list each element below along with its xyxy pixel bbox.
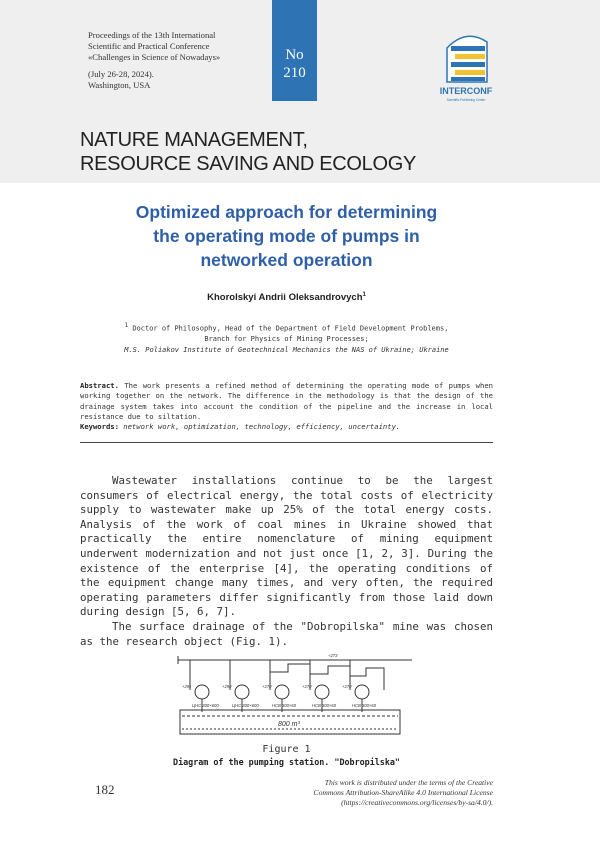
- license-notice: [260, 778, 493, 808]
- paper-title: [80, 200, 493, 272]
- keywords-text: network work, optimization, technology, efficiency, uncertainty.: [123, 422, 401, 432]
- affiliation-line: M.S. Poliakov Institute of Geotechnical Mechanics the NAS of Ukraine; Ukraine: [124, 346, 449, 355]
- proceedings-info: [88, 30, 278, 91]
- license-line: This work is distributed under the terms of the Creative: [324, 778, 493, 787]
- pipe-mark: +273: [328, 653, 338, 658]
- abstract: [80, 381, 493, 432]
- pump-mark: +270: [262, 684, 272, 689]
- proceedings-line: Scientific and Practical Conference: [88, 41, 210, 51]
- abstract-divider: [80, 442, 493, 443]
- pump-label: НСВ 300×60: [312, 703, 337, 708]
- abstract-text: The work presents a refined method of determining the operating mode of pumps when working together on the network. The difference in the methodology is that the design of the drainage system takes into account the condition of the pipeline and the increase in local resistance due to siltation.: [80, 381, 493, 421]
- logo-text: INTERCONF: [439, 86, 493, 96]
- body-text: [80, 474, 493, 649]
- paper-title-line: the operating mode of pumps in: [153, 226, 420, 246]
- pump-label: ЦНС 300×600: [192, 703, 219, 708]
- license-line: (https://creativecommons.org/licenses/by-sa/4.0/).: [341, 798, 493, 807]
- interconf-logo: [437, 30, 495, 106]
- pump-label: НСВ 300×60: [272, 703, 297, 708]
- author-name: Khorolskyi Andrii Oleksandrovych: [207, 292, 363, 304]
- section-title: [80, 128, 416, 176]
- affiliation-line: Doctor of Philosophy, Head of the Department of Field Development Problems,: [132, 324, 449, 333]
- affiliation: [80, 321, 493, 356]
- pump-label: НСВ 300×60: [352, 703, 377, 708]
- paper-title-line: networked operation: [200, 250, 373, 270]
- author-sup: 1: [362, 292, 366, 298]
- logo-subtext: Scientific Publishing Center: [446, 98, 486, 102]
- body-paragraph: Wastewater installations continue to be the largest consumers of electrical energy, the total costs of electricity supply to wastewater make up 25% of the total energy costs. Analysis of the work of coal mines in Ukraine showed that practically the entire nomenclature of mining equipment underwent modernization and not just once [1, 2, 3]. During the existence of the enterprise [4], the operating conditions of the equipment change many times, and very often, the required operating parameters differ significantly from those laid down during design [5, 6, 7].: [80, 474, 493, 619]
- pump-mark: +270: [302, 684, 312, 689]
- pump-label: ЦНС 300×600: [232, 703, 259, 708]
- pumping-station-diagram: [170, 650, 430, 738]
- pump-mark: +290: [222, 684, 232, 689]
- pump-mark: +291: [182, 684, 192, 689]
- page-number: 182: [95, 782, 115, 797]
- figure-title: Diagram of the pumping station. "Dobropilska": [173, 757, 400, 767]
- issue-number-box: [272, 0, 317, 101]
- body-paragraph: The surface drainage of the "Dobropilska" mine was chosen as the research object (Fig. 1).: [80, 619, 493, 648]
- affiliation-line: Branch for Physics of Mining Processes;: [204, 335, 369, 344]
- figure-caption: Figure 1: [262, 744, 311, 755]
- keywords-label: Keywords:: [80, 422, 119, 432]
- license-line: Commons Attribution-ShareAlike 4.0 International License: [313, 788, 493, 797]
- tank-label: 800 m³: [278, 721, 300, 728]
- affiliation-sup: 1: [124, 323, 129, 329]
- author: [80, 292, 493, 303]
- conference-place: Washington, USA: [88, 80, 151, 90]
- section-title-line: NATURE MANAGEMENT,: [80, 129, 308, 151]
- paper-title-line: Optimized approach for determining: [135, 202, 438, 222]
- proceedings-line: Proceedings of the 13th International: [88, 30, 216, 40]
- conference-date: (July 26-28, 2024).: [88, 69, 154, 79]
- section-title-line: RESOURCE SAVING AND ECOLOGY: [80, 153, 417, 175]
- proceedings-line: «Challenges in Science of Nowadays»: [88, 52, 221, 62]
- issue-label: No: [285, 47, 304, 63]
- pump-mark: +270: [342, 684, 352, 689]
- issue-number: 210: [283, 65, 306, 81]
- abstract-label: Abstract.: [80, 381, 119, 390]
